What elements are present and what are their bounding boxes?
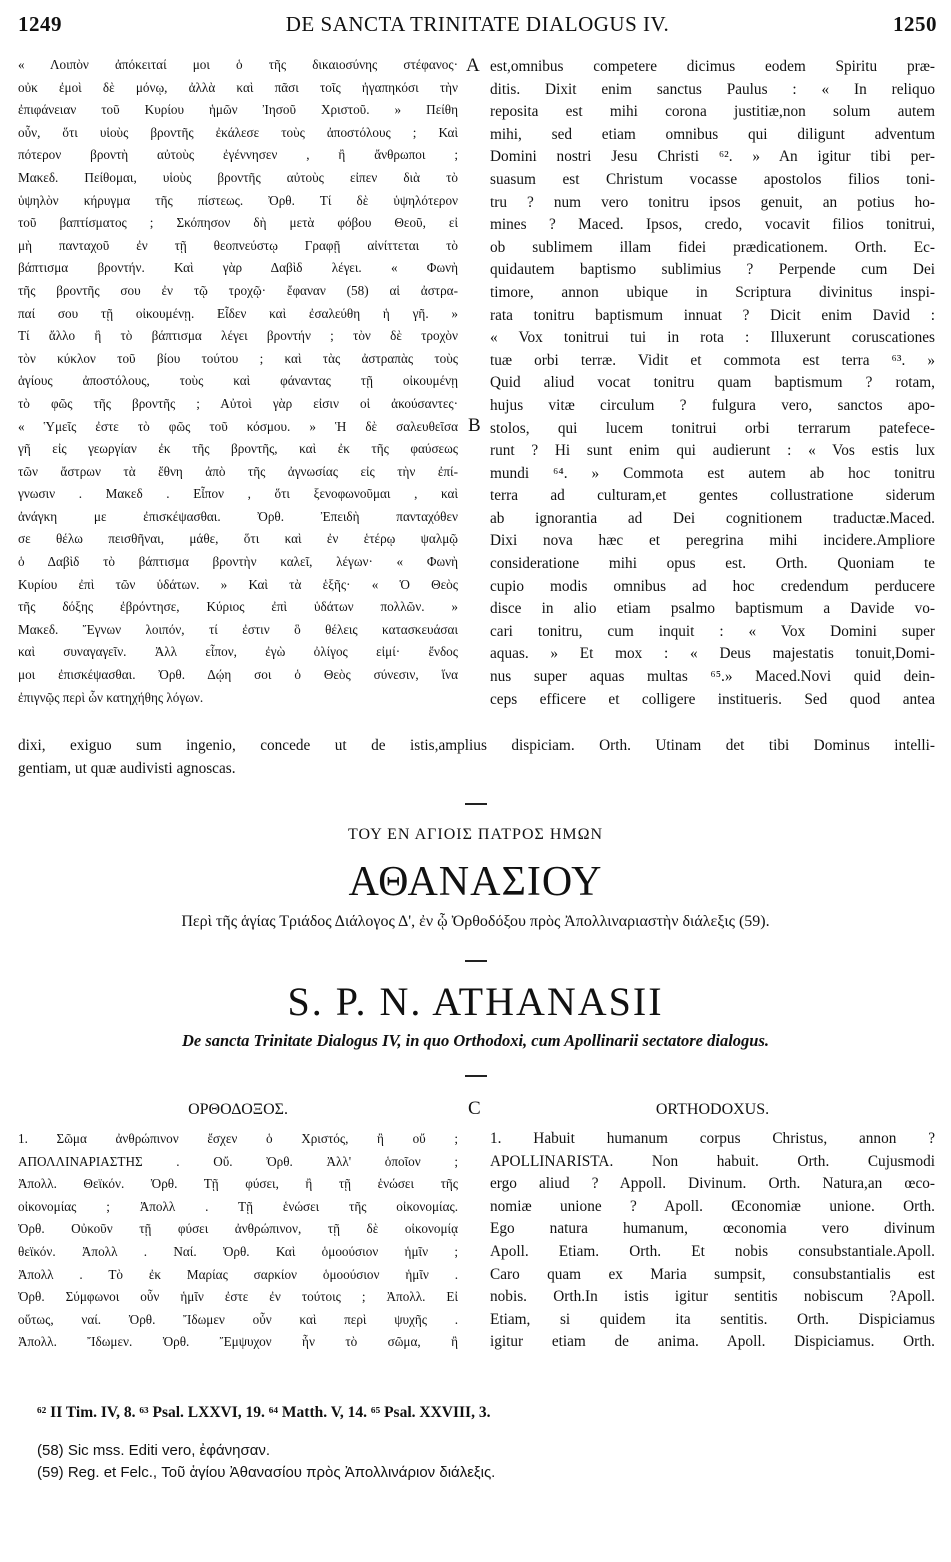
text-line: Dixi nova hæc et peregrina mihi incidere.Ampliore — [490, 532, 935, 550]
text-line: Κυρίου ἐπὶ τῶν ὑδάτων. » Καὶ τὰ ἑξῆς· « Ὁ Θεὸς — [18, 576, 458, 592]
text-line: rata tonitru baptismum innuat ? Dicit enim David : — [490, 306, 935, 324]
text-line: Μακεδ. Ἔγνων λοιπόν, τί ἐστιν ὃ θέλεις κατασκευάσαι — [18, 621, 458, 637]
text-line: cupio modis omnibus ad hoc credendum perducere — [490, 577, 935, 595]
text-line: Τί ἄλλο ἢ τὸ βάπτισμα λέγει βροντήν ; τὸν δὲ τροχὸν — [18, 328, 458, 344]
text-line: 1. Σῶμα ἀνθρώπινον ἔσχεν ὁ Χριστός, ἢ οὔ ; — [18, 1131, 458, 1146]
section-rule-3 — [465, 1075, 487, 1077]
text-line: ἐπιφάνειαν τοῦ Κυρίου ἡμῶν Ἰησοῦ Χριστοῦ. » Πείθη — [18, 102, 458, 118]
page-number-right: 1250 — [893, 12, 937, 36]
text-line: οὖν, ὅτι υἱοὺς βροντῆς ἐκάλεσε τοὺς ἀποστόλους ; Καὶ — [18, 124, 458, 140]
section-rule-1 — [465, 803, 487, 805]
scripture-references: ⁶² II Tim. IV, 8. ⁶³ Psal. LXXVI, 19. ⁶⁴ Matth. V, 14. ⁶⁵ Psal. XXVIII, 3. — [37, 1404, 491, 1421]
text-line: tuæ orbi terræ. Vidit et commota est terra ⁶³. » — [490, 351, 935, 369]
text-line: mines ? Maced. Ipsos, credo, vocavit filios tonitrui, — [490, 216, 935, 234]
margin-marker-a: A — [466, 55, 480, 76]
margin-marker-c: C — [468, 1098, 481, 1119]
text-line: πότερον βροντὴ αὐτοὺς ἐγέννησεν , ἢ ἄνθρωποι ; — [18, 147, 458, 163]
text-line: Etiam, si quidem ita sentitis. Orth. Dispiciamus — [490, 1310, 935, 1328]
text-line: Domini nostri Jesu Christi ⁶². » An igitur tibi per- — [490, 148, 935, 166]
text-line: οὐκ ἐμοὶ δὲ μόνῳ, ἀλλὰ καὶ πᾶσι τοῖς ἠγαπηκόσι τὴν — [18, 79, 458, 95]
text-line: Ὀρθ. Οὐκοῦν τῇ φύσει ἀνθρώπινον, τῇ δὲ οἰκονομίᾳ — [18, 1221, 458, 1237]
text-line: mihi, sed etiam omnibus qui diligunt adventum — [490, 125, 935, 143]
text-line: stolos, qui lucem tonitrui orbi terrarum patefece- — [490, 419, 935, 437]
text-line: gentiam, ut quæ audivisti agnoscas. — [18, 759, 236, 777]
text-line: καὶ συναγαγεῖν. Ἀλλ εἶπον, ἐγὼ ὀλίγος εἰμί· ἔνδος — [18, 644, 458, 660]
greek-dialogue-heading: ΟΡΘΟΔΟΞΟΣ. — [188, 1101, 288, 1118]
text-line: reposita est mihi corona justitiæ,non solum autem — [490, 103, 935, 121]
text-line: τὸ φῶς τῆς βροντῆς ; Αὐτοὶ γὰρ εἰσιν οἱ ἀκούσαντες· — [18, 395, 458, 411]
text-line: suasum est Christum vocasse apostolos filios toni- — [490, 170, 935, 188]
latin-title-big: S. P. N. ATHANASII — [287, 979, 664, 1024]
text-line: γνωσιν . Μακεδ . Εἶπον , ὅτι ξενοφωνοῦμαι , καὶ — [18, 486, 458, 502]
text-line: μὴ πανταχοῦ ἐν τῇ θεοπνεύστῳ Γραφῇ αἰνίττεται τὸ — [18, 237, 458, 253]
text-line: παί σου τῇ οἰκουμένῃ. Εἶδεν καὶ ἐσαλεύθη ἡ γῆ. » — [18, 305, 458, 321]
text-line: Ἀπολλ. Ἴδωμεν. Ὀρθ. Ἔμψυχον ἦν τὸ σῶμα, ἢ — [18, 1334, 458, 1350]
text-line: Μακεδ. Πείθομαι, υἱοὺς βροντῆς αὐτοὺς εἰπεν διὰ τὸ — [18, 169, 458, 185]
latin-subtitle: De sancta Trinitate Dialogus IV, in quo Orthodoxi, cum Apollinarii sectatore dialogus. — [181, 1031, 770, 1050]
text-line: τοῦ βαπτίσματος ; Σκόπησον δὴ μετὰ φόβου Θεοῦ, εἰ — [18, 215, 458, 231]
text-line: γῆ εἰς γεωργίαν ἐκ τῆς βροντῆς, καὶ ἐκ τῆς φαύσεως — [18, 441, 458, 457]
text-line: mundi ⁶⁴. » Commota est autem ab hoc tonitru — [490, 464, 935, 482]
text-line: igitur etiam de anima. Apoll. Dispiciamus. Orth. — [490, 1333, 935, 1351]
text-line: ob sublimem illam fidei prædicationem. Orth. Ec- — [490, 238, 935, 256]
text-line: « Vox tonitrui tui in rota : Illuxerunt coruscationes — [490, 329, 935, 347]
latin-dialogue-heading: ORTHODOXUS. — [655, 1101, 770, 1118]
running-title: DE SANCTA TRINITATE DIALOGUS IV. — [285, 12, 670, 36]
text-line: ab ignorantia ad Dei cognitionem traductæ.Maced. — [490, 509, 935, 527]
footnote-58: (58) Sic mss. Editi vero, ἐφάνησαν. — [37, 1442, 271, 1459]
text-line: τῆς βροντῆς σου ἐν τῷ τροχῷ· ἔφαναν (58) αἱ ἀστρα- — [18, 282, 458, 298]
text-line: Quid aliud vocat tonitru quam baptismum ? rotam, — [490, 374, 935, 392]
text-line: nus super aquas multas ⁶⁵.» Maced.Novi quid dein- — [490, 668, 935, 686]
text-line: τῆς δόξης ἐβρόντησε, Κύριος ἐπὶ ὑδάτων πολλῶν. » — [18, 599, 458, 615]
text-line: APOLLINARISTA. Non habuit. Orth. Cujusmodi — [490, 1152, 935, 1170]
text-line: ὁ Δαβὶδ τὸ βάπτισμα βροντὴν καλεῖ, λέγων· « Φωνὴ — [18, 554, 458, 570]
text-line: hujus vitæ circulum ? fulgura vero, sanctos apo- — [490, 396, 935, 414]
text-line: timore, annon ubique in Scriptura divinitus inspi- — [490, 283, 935, 301]
section-rule-2 — [465, 960, 487, 962]
text-line: tru ? num vero tonitru ipsos genuit, an potius ho- — [490, 193, 935, 211]
running-header — [18, 12, 937, 42]
text-line: ditis. Dixit enim sanctus Paulus : « In reliquo — [490, 80, 935, 98]
latin-column-bottom — [490, 1128, 935, 1354]
text-line: Ἀπολλ . Τὸ ἐκ Μαρίας σαρκίον ὁμοούσιον ἡμῖν . — [18, 1266, 458, 1282]
text-line: Apoll. Etiam. Orth. Et nobis consubstantiale.Apoll. — [490, 1242, 935, 1260]
text-line: ἐπιγνῷς περὶ ὧν κατηχήθης λόγων. — [18, 689, 204, 705]
greek-subtitle: Περὶ τῆς ἁγίας Τριάδος Διάλογος Δ', ἐν ᾧ Ὀρθοδόξου πρὸς Ἀπολλιναριαστὴν διάλεξις (59). — [181, 913, 770, 930]
text-line: ἁγίους ἀποστόλους, τοὺς καὶ φάναντας τῇ οἰκουμένῃ — [18, 373, 458, 389]
text-line: nobis. Orth.In istis igitur sentitis nobiscum ?Apoll. — [490, 1288, 935, 1306]
text-line: ἀνάγκη με ἐπισκέψασθαι. Ὀρθ. Ἐπειδὴ πανταχόθεν — [18, 508, 458, 524]
text-line: Ἀπολλ. Θεϊκόν. Ὀρθ. Τῇ φύσει, ἢ τῇ ἑνώσει τῆς — [18, 1176, 458, 1192]
greek-title-small: ΤΟΥ ΕΝ ΑΓΙΟΙΣ ΠΑΤΡΟΣ ΗΜΩΝ — [347, 826, 604, 843]
greek-column-top — [18, 54, 458, 709]
footnote-59: (59) Reg. et Felc., Τοῦ ἁγίου Ἀθανασίου πρὸς Ἀπολλινάριον διάλεξις. — [37, 1464, 496, 1481]
text-line: ὑψηλὸν κήρυγμα τῆς πίστεως. Ὀρθ. Τί δὲ ὑψηλότερον — [18, 192, 458, 208]
text-line: Ego natura humanum, œconomia vero divinum — [490, 1220, 935, 1238]
page-number-left: 1249 — [18, 12, 62, 36]
text-line: μοι ἐπισκέψασθαι. Ὀρθ. Δῴη σοι ὁ Θεὸς σύνεσιν, ἵνα — [18, 667, 458, 683]
text-line: οὕτως, ναί. Ὀρθ. Ἴδωμεν οὖν καὶ περὶ ψυχῆς . — [18, 1311, 458, 1327]
text-line: ergo aliud ? Appoll. Divinum. Orth. Natura,an œco- — [490, 1175, 935, 1193]
text-line: nomiæ unione ? Apoll. Œconomiæ unione. Orth. — [490, 1197, 935, 1215]
text-line: cari tonitru, cum inquit : « Vox Domini super — [490, 622, 935, 640]
text-line: consideratione mihi opus est. Orth. Quoniam te — [490, 555, 935, 573]
text-line: οἰκονομίας ; Ἀπολλ . Τῇ ἑνώσει τῆς οἰκονομίας. — [18, 1198, 458, 1214]
margin-marker-b: B — [468, 415, 481, 436]
text-line: « Ὑμεῖς ἐστε τὸ φῶς τοῦ κόσμου. » Ἡ δὲ σαλευθεῖσα — [18, 418, 458, 434]
text-line: quidautem baptismo sublimius ? Perpende cum Dei — [490, 261, 935, 279]
text-line: est,omnibus competere dicimus eodem Spiritu præ- — [490, 58, 935, 75]
text-line: dixi, exiguo sum ingenio, concede ut de istis,amplius dispiciam. Orth. Utinam det tibi Dominus intelli- — [18, 737, 935, 754]
text-line: σε θέλω πεισθῆναι, μάθε, ὅτι καὶ ἐν ἑτέρῳ ψαλμῷ — [18, 531, 458, 547]
full-width-continuation — [18, 735, 935, 780]
text-line: ΑΠΟΛΛΙΝΑΡΙΑΣΤΗΣ . Οὔ. Ὀρθ. Ἀλλ' ὁποῖον ; — [18, 1153, 458, 1169]
text-line: θεϊκόν. Ἀπολλ . Ναί. Ὀρθ. Καὶ ὁμοούσιον ἡμῖν ; — [18, 1243, 458, 1259]
text-line: Caro quam ex Maria sumpsit, consubstantialis est — [490, 1265, 935, 1283]
text-line: runt ? Hi sunt enim qui audierunt : « Vos estis lux — [490, 442, 935, 460]
text-line: τῶν ἄστρων τὰ ἔθνη ἀπὸ τῆς ἀγνωσίας εἰς τὴν ἐπί- — [18, 463, 458, 479]
text-line: 1. Habuit humanum corpus Christus, annon ? — [490, 1130, 935, 1147]
text-line: βάπτισμα βροντήν. Καὶ γὰρ Δαβὶδ λέγει. « Φωνὴ — [18, 260, 458, 276]
text-line: terra ad culturam,et gentes collustratione siderum — [490, 487, 935, 505]
text-line: disce in alio etiam psalmo baptismum a Davide vo- — [490, 600, 935, 618]
text-line: « Λοιπὸν ἀπόκειταί μοι ὁ τῆς δικαιοσύνης στέφανος· — [18, 57, 458, 72]
text-line: τὸν κύκλον τοῦ βίου τούτου ; καὶ τὰς ἀστραπὰς τοὺς — [18, 350, 458, 366]
greek-column-bottom — [18, 1128, 458, 1354]
text-line: Ὀρθ. Σύμφωνοι οὖν ἡμῖν ἐστε ἐν τούτοις ; Ἀπολλ. Εἰ — [18, 1289, 458, 1305]
greek-title-big: ΑΘΑΝΑΣΙΟΥ — [348, 859, 603, 905]
text-line: ceps efficere et colligere institueris. Sed quod antea — [490, 690, 935, 708]
text-line: aquas. » Et mox : « Deus majestatis tonuit,Domi- — [490, 645, 935, 663]
latin-column-top — [490, 56, 935, 711]
